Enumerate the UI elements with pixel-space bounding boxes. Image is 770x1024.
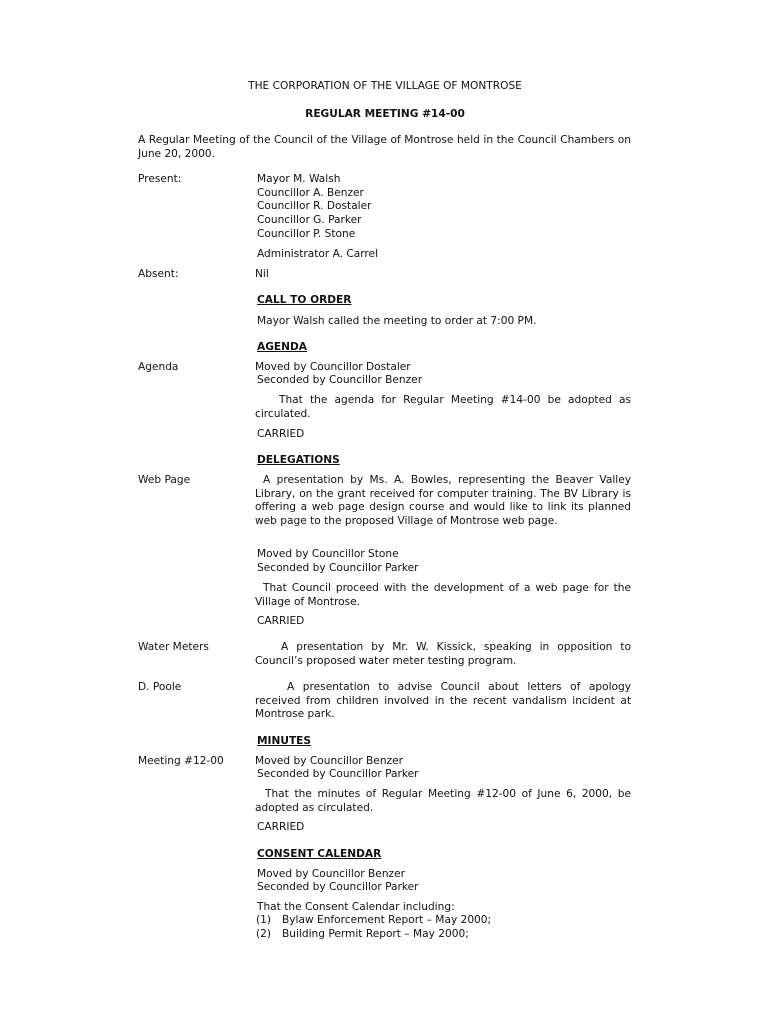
d-poole-label: D. Poole xyxy=(138,681,182,693)
present-member: Mayor M. Walsh xyxy=(257,173,341,185)
agenda-moved: Moved by Councillor Dostaler xyxy=(255,361,411,373)
call-to-order-heading: CALL TO ORDER xyxy=(257,294,352,306)
water-meters-label: Water Meters xyxy=(138,641,209,653)
d-poole-presentation: A presentation to advise Council about letters of apology received from children involved in the recent vandalism incident at Montrose park. xyxy=(255,681,631,720)
minutes-heading: MINUTES xyxy=(257,735,312,747)
delegations-heading: DELEGATIONS xyxy=(257,454,340,466)
consent-item-text: Bylaw Enforcement Report – May 2000; xyxy=(282,914,492,926)
minutes-seconded: Seconded by Councillor Parker xyxy=(257,768,419,780)
web-page-label: Web Page xyxy=(138,474,191,486)
web-page-seconded: Seconded by Councillor Parker xyxy=(257,562,419,574)
minutes-resolution: That the minutes of Regular Meeting #12-00 of June 6, 2000, be adopted as circulated. xyxy=(255,788,631,814)
minutes-label: Meeting #12-00 xyxy=(138,755,224,767)
corporation-title: THE CORPORATION OF THE VILLAGE OF MONTROSE xyxy=(248,80,522,92)
agenda-resolution: That the agenda for Regular Meeting #14-00 be adopted as circulated. xyxy=(255,394,631,420)
agenda-label: Agenda xyxy=(138,361,179,373)
present-label: Present: xyxy=(138,173,182,185)
web-page-presentation: A presentation by Ms. A. Bowles, representing the Beaver Valley Library, on the grant received for computer training. The BV Library is offering a web page design course and would like to link its planned web page to the proposed Village of Montrose web page. xyxy=(255,474,631,527)
present-member: Councillor A. Benzer xyxy=(257,187,364,199)
absent-value: Nil xyxy=(255,268,269,280)
consent-calendar-seconded: Seconded by Councillor Parker xyxy=(257,881,419,893)
absent-label: Absent: xyxy=(138,268,179,280)
agenda-result: CARRIED xyxy=(257,428,305,440)
web-page-resolution: That Council proceed with the development of a web page for the Village of Montrose. xyxy=(255,582,631,608)
present-member: Councillor G. Parker xyxy=(257,214,362,226)
consent-calendar-heading: CONSENT CALENDAR xyxy=(257,848,382,860)
consent-calendar-moved: Moved by Councillor Benzer xyxy=(257,868,405,880)
consent-calendar-intro: That the Consent Calendar including: xyxy=(257,901,455,913)
agenda-seconded: Seconded by Councillor Benzer xyxy=(257,374,423,386)
consent-item-text: Building Permit Report – May 2000; xyxy=(282,928,469,940)
administrator: Administrator A. Carrel xyxy=(257,248,379,260)
agenda-heading: AGENDA xyxy=(257,341,307,353)
consent-item-number: (1) xyxy=(256,914,272,926)
call-to-order-text: Mayor Walsh called the meeting to order at 7:00 PM. xyxy=(257,315,537,327)
web-page-result: CARRIED xyxy=(257,615,305,627)
minutes-result: CARRIED xyxy=(257,821,305,833)
web-page-moved: Moved by Councillor Stone xyxy=(257,548,399,560)
water-meters-presentation: A presentation by Mr. W. Kissick, speaking in opposition to Council’s proposed water meter testing program. xyxy=(255,641,631,667)
minutes-moved: Moved by Councillor Benzer xyxy=(255,755,403,767)
present-member: Councillor R. Dostaler xyxy=(257,200,372,212)
consent-item-number: (2) xyxy=(256,928,272,940)
present-member: Councillor P. Stone xyxy=(257,228,356,240)
meeting-title: REGULAR MEETING #14-00 xyxy=(305,108,465,120)
intro-paragraph: A Regular Meeting of the Council of the Village of Montrose held in the Council Chambers on June 20, 2000. xyxy=(138,134,631,160)
